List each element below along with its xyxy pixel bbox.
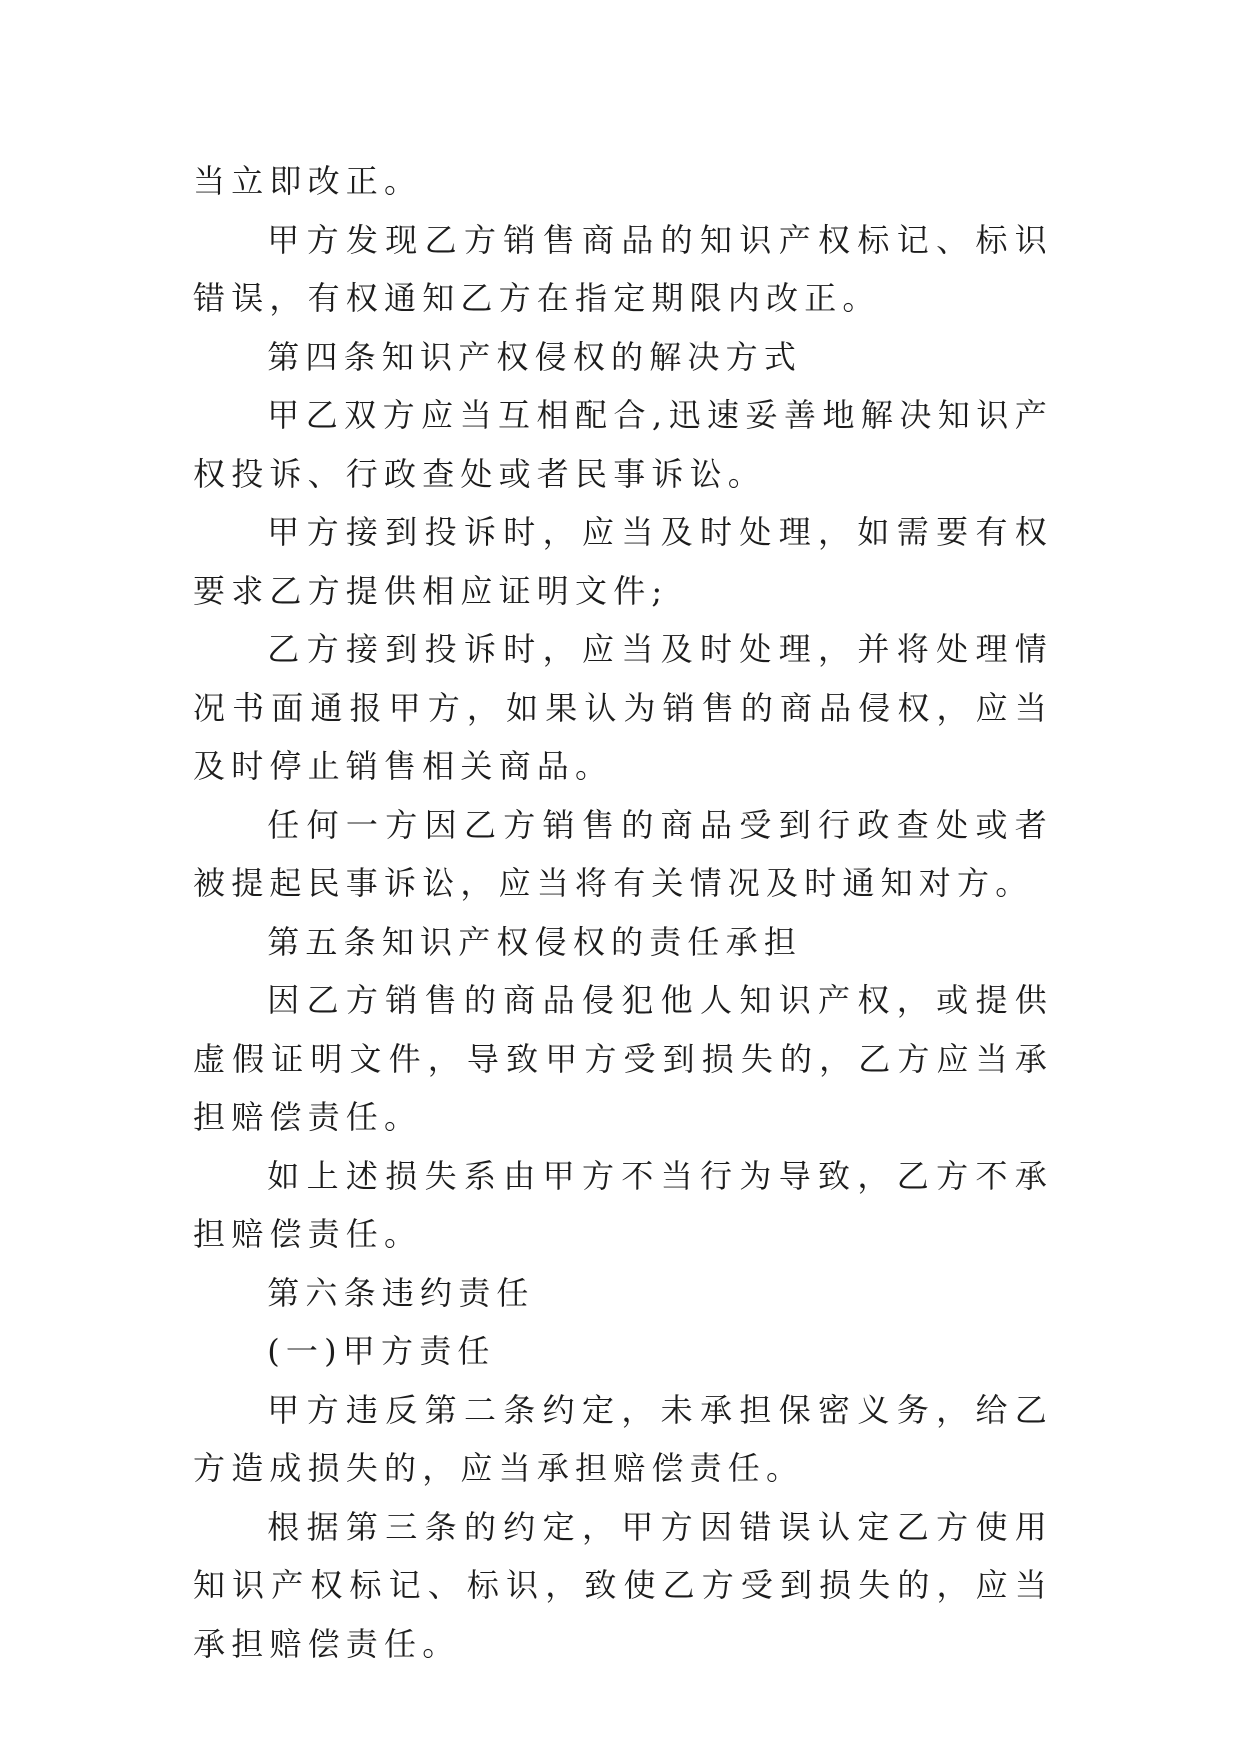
section-heading-article-5: 第五条知识产权侵权的责任承担 — [267, 922, 803, 961]
paragraph: 根据第三条的约定，甲方因错误认定乙方使用知识产权标记、标识，致使乙方受到损失的，应当承担赔偿责任。 — [193, 1507, 1053, 1663]
subsection-heading: (一)甲方责任 — [267, 1332, 496, 1370]
paragraph-continuation: 当立即改正。 — [193, 162, 423, 200]
paragraph: 乙方接到投诉时，应当及时处理，并将处理情况书面通报甲方，如果认为销售的商品侵权，应当及时停止销售相关商品。 — [193, 630, 1053, 785]
paragraph: 任何一方因乙方销售的商品受到行政查处或者被提起民事诉讼，应当将有关情况及时通知对方。 — [193, 805, 1053, 902]
paragraph: 如上述损失系由甲方不当行为导致，乙方不承担赔偿责任。 — [193, 1156, 1053, 1253]
section-heading-article-6: 第六条违约责任 — [267, 1273, 535, 1312]
paragraph: 甲乙双方应当互相配合,迅速妥善地解决知识产权投诉、行政查处或者民事诉讼。 — [193, 396, 1053, 493]
document-page — [193, 152, 1053, 1673]
paragraph: 甲方接到投诉时，应当及时处理，如需要有权要求乙方提供相应证明文件; — [193, 513, 1053, 610]
section-heading-article-4: 第四条知识产权侵权的解决方式 — [267, 337, 803, 376]
paragraph: 甲方违反第二条约定，未承担保密义务，给乙方造成损失的，应当承担赔偿责任。 — [193, 1390, 1053, 1487]
paragraph: 因乙方销售的商品侵犯他人知识产权，或提供虚假证明文件，导致甲方受到损失的，乙方应当承担赔偿责任。 — [193, 981, 1053, 1136]
paragraph: 甲方发现乙方销售商品的知识产权标记、标识错误，有权通知乙方在指定期限内改正。 — [193, 220, 1053, 317]
